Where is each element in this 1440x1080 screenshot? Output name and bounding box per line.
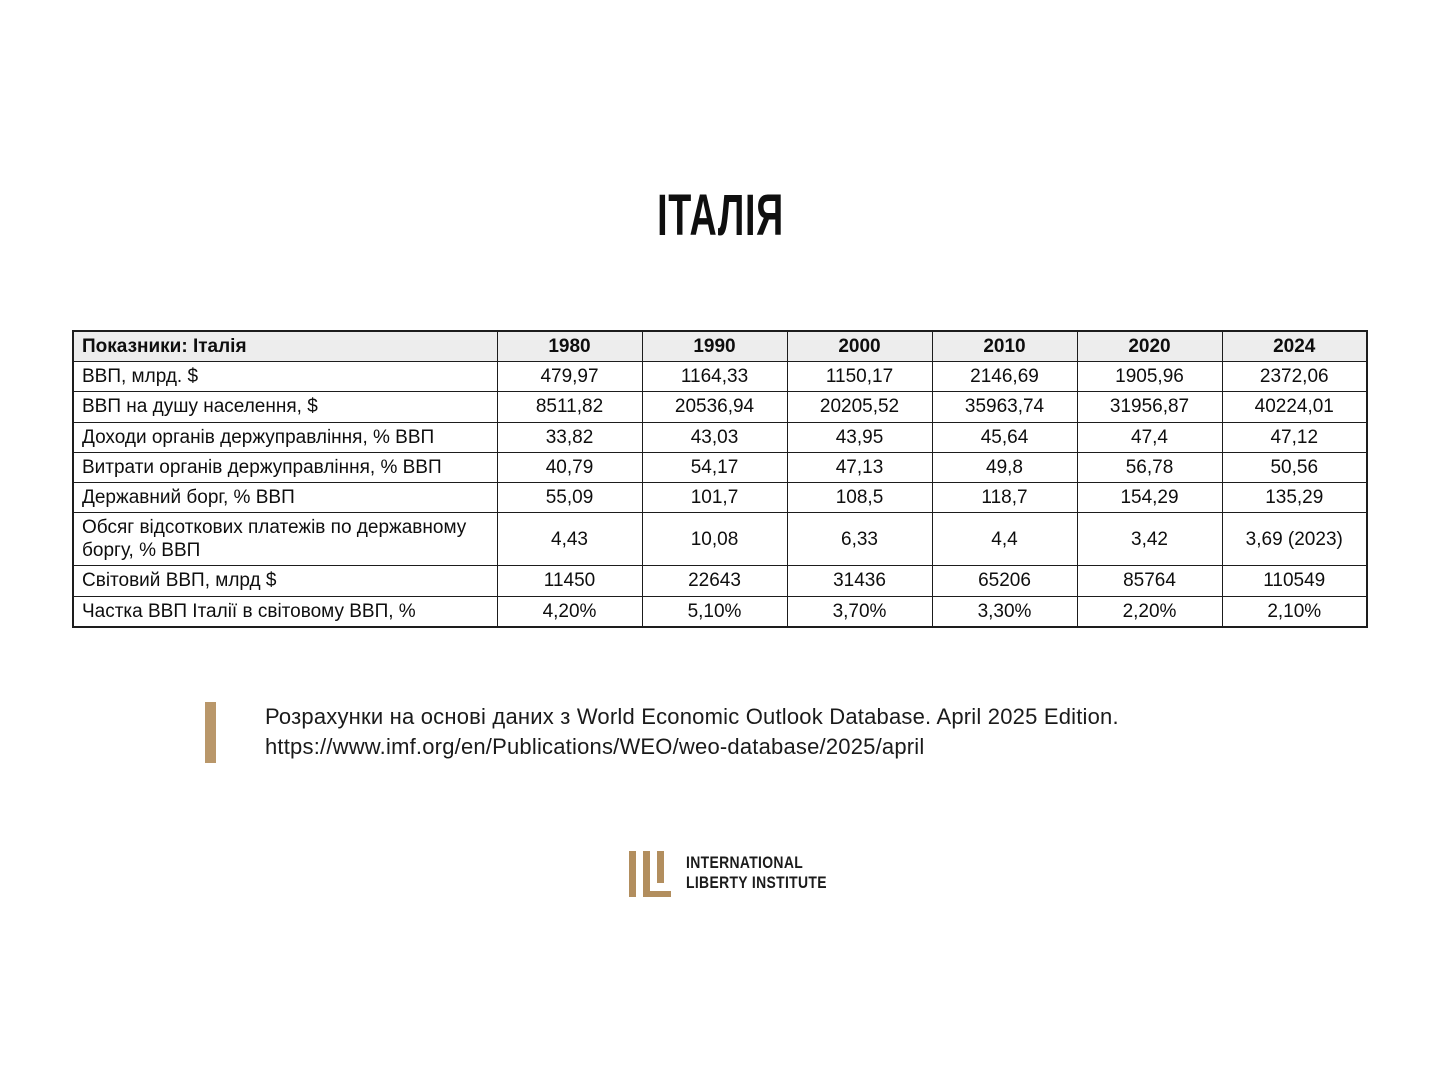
row-label: Обсяг відсоткових платежів по державному боргу, % ВВП [73,513,497,566]
cell-value: 3,42 [1077,513,1222,566]
cell-value: 49,8 [932,452,1077,482]
cell-value: 101,7 [642,482,787,512]
cell-value: 118,7 [932,482,1077,512]
cell-value: 135,29 [1222,482,1367,512]
cell-value: 108,5 [787,482,932,512]
logo-bar-i-short [657,851,664,883]
cell-value: 20205,52 [787,392,932,422]
cell-value: 22643 [642,566,787,596]
logo-text-line1: INTERNATIONAL [686,853,804,872]
page-title [0,182,1440,249]
cell-value: 5,10% [642,596,787,627]
cell-value: 3,69 (2023) [1222,513,1367,566]
row-label: Державний борг, % ВВП [73,482,497,512]
indicators-table [72,330,1368,628]
row-label: Витрати органів держуправління, % ВВП [73,452,497,482]
cell-value: 31956,87 [1077,392,1222,422]
cell-value: 3,70% [787,596,932,627]
cell-value: 55,09 [497,482,642,512]
cell-value: 2372,06 [1222,362,1367,392]
cell-value: 85764 [1077,566,1222,596]
cell-value: 54,17 [642,452,787,482]
cell-value: 8511,82 [497,392,642,422]
cell-value: 33,82 [497,422,642,452]
table-header-year: 1980 [497,331,642,362]
logo-text-line2: LIBERTY INSTITUTE [686,873,827,892]
table-body [73,362,1367,627]
cell-value: 10,08 [642,513,787,566]
cell-value: 47,13 [787,452,932,482]
source-text [265,702,1119,763]
ili-monogram-icon [624,845,674,901]
table-header-year: 2020 [1077,331,1222,362]
cell-value: 154,29 [1077,482,1222,512]
row-label: Світовий ВВП, млрд $ [73,566,497,596]
cell-value: 20536,94 [642,392,787,422]
row-label: ВВП, млрд. $ [73,362,497,392]
table-row [73,452,1367,482]
table-header-year: 2000 [787,331,932,362]
source-note [205,702,1119,763]
logo-text [686,853,827,893]
cell-value: 47,4 [1077,422,1222,452]
source-url-link[interactable]: https://www.imf.org/en/Publications/WEO/weo-database/2025/april [265,734,925,759]
page-title-text: ІТАЛІЯ [656,183,784,248]
cell-value: 3,30% [932,596,1077,627]
cell-value: 4,4 [932,513,1077,566]
logo-bar-i [629,851,636,897]
cell-value: 479,97 [497,362,642,392]
logo [624,845,858,901]
cell-value: 2,20% [1077,596,1222,627]
table-header-row [73,331,1367,362]
cell-value: 43,03 [642,422,787,452]
table-header-year: 2024 [1222,331,1367,362]
row-label: ВВП на душу населення, $ [73,392,497,422]
cell-value: 47,12 [1222,422,1367,452]
table-header-year: 2010 [932,331,1077,362]
cell-value: 35963,74 [932,392,1077,422]
table-row [73,482,1367,512]
accent-bar [205,702,216,763]
source-text-line1: Розрахунки на основі даних з World Economic Outlook Database. April 2025 Edition. [265,704,1119,729]
cell-value: 11450 [497,566,642,596]
row-label: Доходи органів держуправління, % ВВП [73,422,497,452]
cell-value: 2,10% [1222,596,1367,627]
row-label: Частка ВВП Італії в світовому ВВП, % [73,596,497,627]
cell-value: 4,43 [497,513,642,566]
table-header-year: 1990 [642,331,787,362]
cell-value: 4,20% [497,596,642,627]
cell-value: 43,95 [787,422,932,452]
table-row [73,596,1367,627]
cell-value: 65206 [932,566,1077,596]
table-row [73,513,1367,566]
cell-value: 2146,69 [932,362,1077,392]
cell-value: 31436 [787,566,932,596]
cell-value: 56,78 [1077,452,1222,482]
cell-value: 45,64 [932,422,1077,452]
cell-value: 50,56 [1222,452,1367,482]
cell-value: 40,79 [497,452,642,482]
logo-bar-l-foot [643,891,671,897]
cell-value: 1905,96 [1077,362,1222,392]
table-row [73,422,1367,452]
cell-value: 1164,33 [642,362,787,392]
table-row [73,392,1367,422]
cell-value: 6,33 [787,513,932,566]
cell-value: 110549 [1222,566,1367,596]
cell-value: 1150,17 [787,362,932,392]
table-row [73,362,1367,392]
cell-value: 40224,01 [1222,392,1367,422]
table-row [73,566,1367,596]
table-header-label: Показники: Італія [73,331,497,362]
